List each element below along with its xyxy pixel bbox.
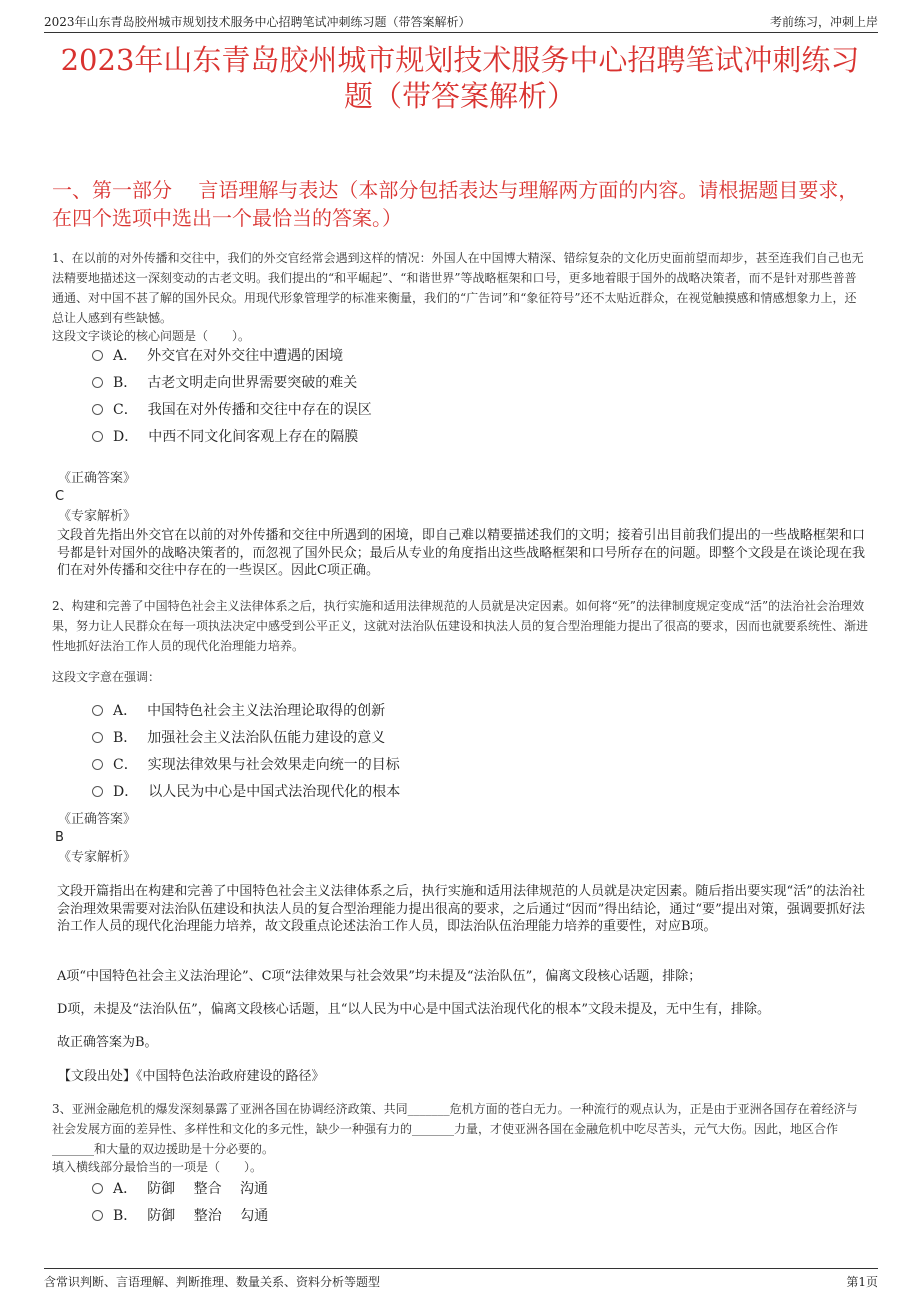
q1-option-d[interactable]: D． 中西不同文化间客观上存在的隔膜 [92,426,358,448]
radio-icon[interactable] [92,732,103,743]
radio-icon[interactable] [92,431,103,442]
radio-icon[interactable] [92,759,103,770]
radio-icon[interactable] [92,377,103,388]
q3-ask: 填入横线部分最恰当的一项是（ ）。 [52,1160,263,1174]
radio-icon[interactable] [92,786,103,797]
q1-answer-label: 《正确答案》 [58,471,137,486]
q2-analysis-2: A项“中国特色社会主义法治理论”、C项“法律效果与社会效果”均未提及“法治队伍”，偏离文段核心话题，排除； [57,969,702,984]
q1-answer: C [55,489,65,504]
radio-icon[interactable] [92,705,103,716]
radio-icon[interactable] [92,350,103,361]
q1-option-a[interactable]: A． 外交官在对外交往中遭遇的困境 [92,345,343,367]
page-footer [44,1268,878,1295]
q2-option-a[interactable]: A． 中国特色社会主义法治理论取得的创新 [92,700,385,722]
q1-option-c[interactable]: C． 我国在对外传播和交往中存在的误区 [92,399,372,421]
section-heading: 一、第一部分 言语理解与表达（本部分包括表达与理解两方面的内容。请根据题目要求，在四个选项中选出一个最恰当的答案。） [52,178,859,230]
q2-analysis-1: 文段开篇指出在构建和完善了中国特色社会主义法律体系之后，执行实施和适用法律规范的人员就是决定因素。随后指出要实现“活”的法治社会治理效果需要对法治队伍建设和执法人员的复合型治理能力提出很高的要求，之后通过“因而”得出结论，通过“要”提出对策，强调要抓好法治工作人员的现代化治理能力培养，故文段重点论述法治工作人员，即法治队伍治理能力培养的重要性，对应B项。 [57,884,865,934]
header-doc-title: 2023年山东青岛胶州城市规划技术服务中心招聘笔试冲刺练习题（带答案解析） [44,15,471,29]
page-number: 第1页 [846,1275,878,1289]
q2-analysis-3: D项，未提及“法治队伍”，偏离文段核心话题，且“以人民为中心是中国式法治现代化的根本”文段未提及，无中生有，排除。 [57,1002,771,1017]
q2-source: 【文段出处】《中国特色法治政府建设的路径》 [58,1069,325,1084]
q2-stem: 2、构建和完善了中国特色社会主义法律体系之后，执行实施和适用法律规范的人员就是决定因素。如何将“死”的法律制度规定变成“活”的法治社会治理效果，努力让人民群众在每一项执法决定中感受到公平正义，这就对法治队伍建设和执法人员的复合型治理能力提出了很高的要求，因而也就要系统性、渐进性地抓好法治工作人员的现代化治理能力培养。 [52,599,869,653]
q1-analysis: 文段首先指出外交官在以前的对外传播和交往中所遇到的困境，即自己难以精要描述我们的文明；接着引出目前我们提出的一些战略框架和口号都是针对国外的战略决策者的，而忽视了国外民众；最后从专业的角度指出这些战略框架和口号所存在的问题。即整个文段是在谈论现在我们在对外传播和交往中存在的一些误区。因此C项正确。 [57,528,865,578]
radio-icon[interactable] [92,1210,103,1221]
q2-expert-label: 《专家解析》 [58,850,137,865]
q2-option-c[interactable]: C． 实现法律效果与社会效果走向统一的目标 [92,754,400,776]
q1-stem: 1、在以前的对外传播和交往中，我们的外交官经常会遇到这样的情况：外国人在中国博大精深、错综复杂的文化历史面前望而却步，甚至连我们自己也无法精要地描述这一深刻变动的古老文明。我们提出的“和平崛起”、“和谐世界”等战略框架和口号，更多地着眼于国外的战略决策者，而不是针对那些普普通通、对中国不甚了解的国外民众。用现代形象管理学的标准来衡量，我们的“广告词”和“象征符号”还不太贴近群众，在视觉触摸感和情感想象力上，还总让人感到有些缺憾。 [52,251,864,325]
q3-option-b[interactable]: B． 防御 整治 勾通 [92,1205,268,1227]
footer-topics: 含常识判断、言语理解、判断推理、数量关系、资料分析等题型 [44,1275,381,1289]
q1-ask: 这段文字谈论的核心问题是（ ）。 [52,329,251,343]
q2-option-d[interactable]: D． 以人民为中心是中国式法治现代化的根本 [92,781,400,803]
q1-option-b[interactable]: B． 古老文明走向世界需要突破的难关 [92,372,357,394]
radio-icon[interactable] [92,1183,103,1194]
header-slogan: 考前练习，冲刺上岸 [769,15,878,29]
q2-ask: 这段文字意在强调： [52,670,161,684]
q3-option-a[interactable]: A． 防御 整合 沟通 [92,1178,268,1200]
q2-option-b[interactable]: B． 加强社会主义法治队伍能力建设的意义 [92,727,385,749]
radio-icon[interactable] [92,404,103,415]
q2-answer: B [55,830,64,845]
q2-answer-label: 《正确答案》 [58,812,137,827]
document-title: 2023年山东青岛胶州城市规划技术服务中心招聘笔试冲刺练习题（带答案解析） [60,43,860,113]
q1-expert-label: 《专家解析》 [58,509,137,524]
page-header [44,10,878,33]
q2-analysis-4: 故正确答案为B。 [57,1035,158,1050]
q3-stem: 3、亚洲金融危机的爆发深刻暴露了亚洲各国在协调经济政策、共同_______危机方面的苍白无力。一种流行的观点认为，正是由于亚洲各国存在着经济与社会发展方面的差异性、多样性和文化的多元性，缺少一种强有力的_______力量，才使亚洲各国在金融危机中吃尽苦头，元气大伤。因此，地区合作_______和大量的双边援助是十分必要的。 [52,1102,858,1156]
